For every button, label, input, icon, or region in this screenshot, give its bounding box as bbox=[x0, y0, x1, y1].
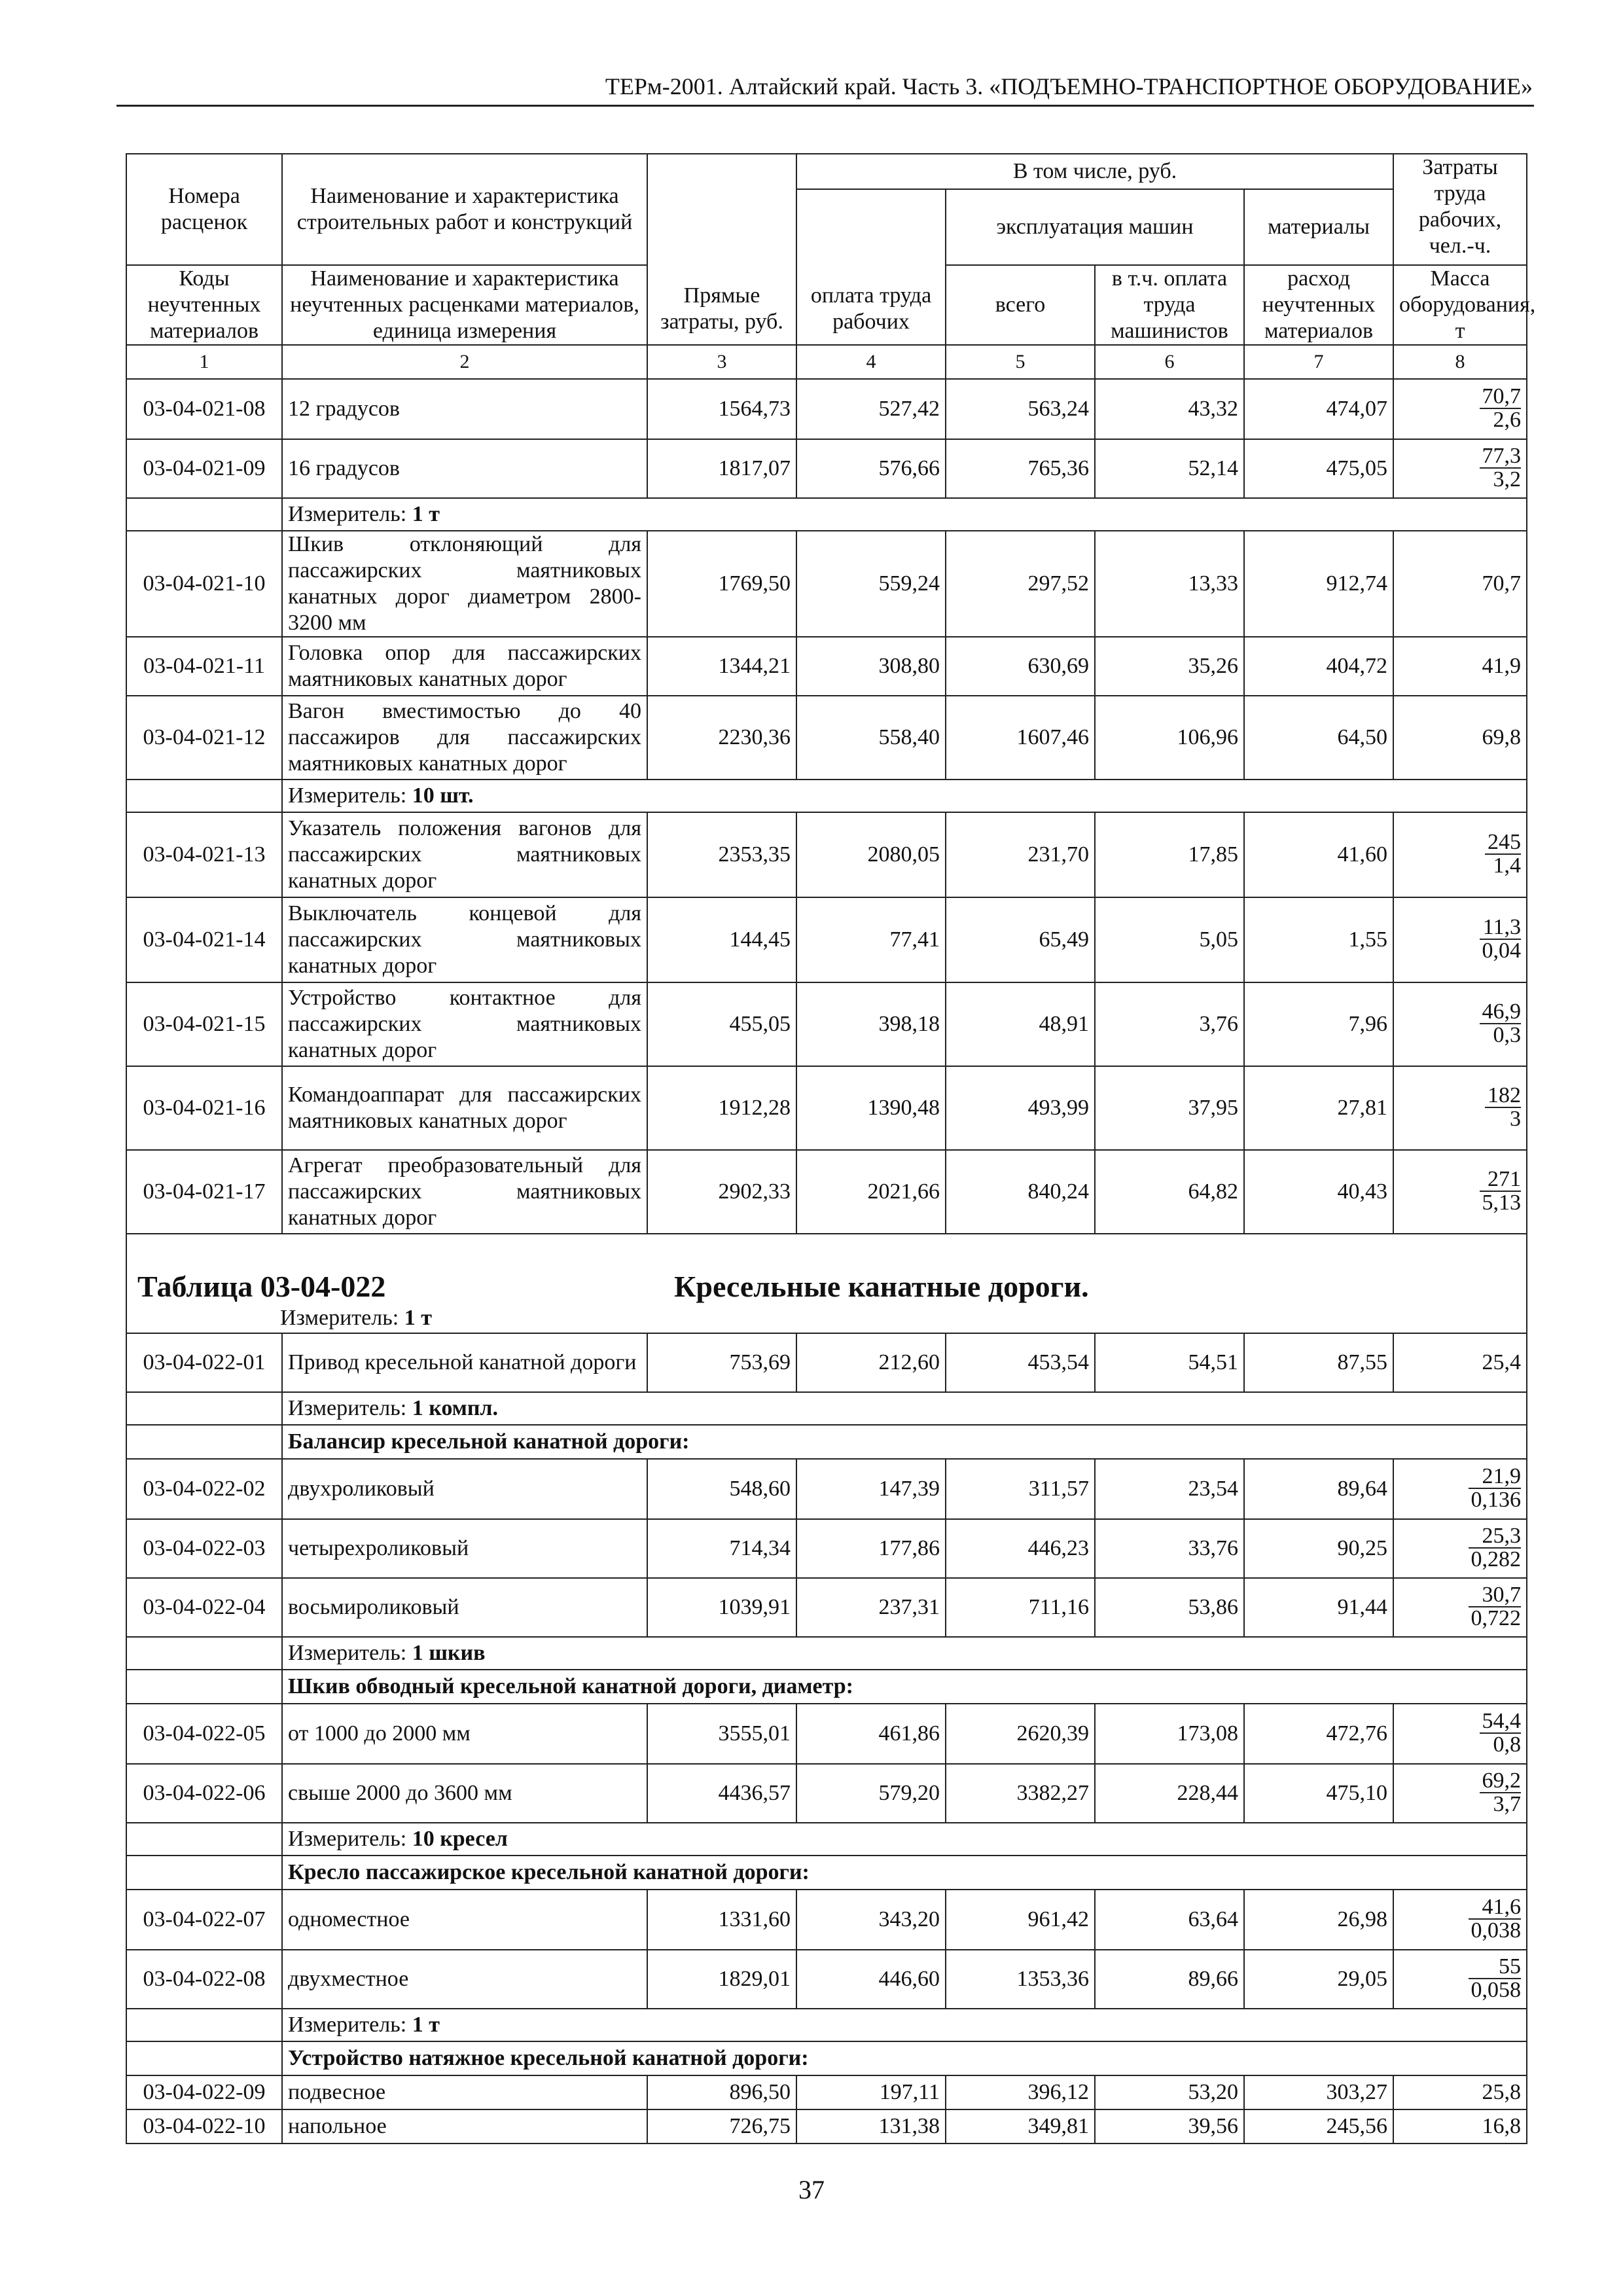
group-row bbox=[126, 1425, 1527, 1459]
labor-costs: 77,3 bbox=[1480, 445, 1522, 469]
worker-pay: 308,80 bbox=[796, 637, 946, 696]
measure-row bbox=[126, 498, 1527, 531]
measure-row bbox=[126, 1637, 1527, 1670]
worker-pay: 461,86 bbox=[796, 1704, 946, 1764]
operator-pay: 53,20 bbox=[1095, 2075, 1244, 2109]
rate-name: Привод кресельной канатной дороги bbox=[282, 1333, 647, 1392]
header-unaccounted-materials: расход неучтенных материалов bbox=[1244, 265, 1393, 345]
labor-mass bbox=[1393, 1764, 1527, 1823]
table-row bbox=[126, 1950, 1527, 2009]
direct-costs: 753,69 bbox=[647, 1333, 796, 1392]
blank-cell bbox=[126, 1425, 282, 1459]
group-label: Балансир кресельной канатной дороги: bbox=[282, 1425, 1527, 1459]
measure-label: Измеритель: 1 т bbox=[280, 1306, 432, 1330]
header-rule bbox=[116, 105, 1534, 107]
materials: 89,64 bbox=[1244, 1459, 1393, 1519]
labor-costs: 182 bbox=[1485, 1085, 1521, 1108]
materials: 303,27 bbox=[1244, 2075, 1393, 2109]
equipment-mass: 0,8 bbox=[1493, 1732, 1521, 1757]
blank-cell bbox=[126, 780, 282, 812]
operator-pay: 173,08 bbox=[1095, 1704, 1244, 1764]
rate-name: Выключатель концевой для пассажирских маятниковых канатных дорог bbox=[282, 897, 647, 982]
header-direct-costs: Прямые затраты, руб. bbox=[647, 154, 796, 345]
operator-pay: 33,76 bbox=[1095, 1519, 1244, 1578]
table-number: Таблица 03-04-022 bbox=[137, 1270, 386, 1303]
materials: 1,55 bbox=[1244, 897, 1393, 982]
labor-costs: 25,3 bbox=[1469, 1525, 1522, 1549]
col-number: 3 bbox=[647, 345, 796, 379]
table-row bbox=[126, 1519, 1527, 1578]
labor-costs: 16,8 bbox=[1393, 2109, 1527, 2144]
labor-costs: 54,4 bbox=[1480, 1710, 1522, 1734]
rate-code: 03-04-022-02 bbox=[126, 1459, 282, 1519]
equipment-mass: 2,6 bbox=[1493, 407, 1521, 432]
table-row bbox=[126, 1764, 1527, 1823]
header-machine-operation: эксплуатация машин bbox=[946, 189, 1244, 265]
rate-name: Командоаппарат для пассажирских маятниковых канатных дорог bbox=[282, 1066, 647, 1150]
materials: 41,60 bbox=[1244, 812, 1393, 897]
rate-name: четырехроликовый bbox=[282, 1519, 647, 1578]
measure-row bbox=[126, 780, 1527, 812]
machine-total: 840,24 bbox=[946, 1150, 1095, 1234]
labor-costs: 55 bbox=[1469, 1956, 1522, 1979]
machine-total: 493,99 bbox=[946, 1066, 1095, 1150]
operator-pay: 13,33 bbox=[1095, 531, 1244, 637]
table-row bbox=[126, 696, 1527, 780]
header-including: В том числе, руб. bbox=[796, 154, 1393, 189]
table-row bbox=[126, 982, 1527, 1066]
materials: 245,56 bbox=[1244, 2109, 1393, 2144]
machine-total: 65,49 bbox=[946, 897, 1095, 982]
rate-code: 03-04-021-15 bbox=[126, 982, 282, 1066]
equipment-mass: 0,722 bbox=[1471, 1605, 1521, 1630]
worker-pay: 576,66 bbox=[796, 439, 946, 498]
operator-pay: 228,44 bbox=[1095, 1764, 1244, 1823]
table-title bbox=[127, 1242, 1526, 1305]
rate-code: 03-04-021-12 bbox=[126, 696, 282, 780]
direct-costs: 2230,36 bbox=[647, 696, 796, 780]
header-worker-pay: оплата труда рабочих bbox=[796, 189, 946, 345]
labor-mass bbox=[1393, 1950, 1527, 2009]
header-material-codes: Коды неучтенных материалов bbox=[126, 265, 282, 345]
materials: 475,05 bbox=[1244, 439, 1393, 498]
labor-costs: 245 bbox=[1485, 831, 1521, 855]
table-row bbox=[126, 897, 1527, 982]
labor-mass bbox=[1393, 439, 1527, 498]
operator-pay: 35,26 bbox=[1095, 637, 1244, 696]
labor-mass bbox=[1393, 1890, 1527, 1950]
header-work-name: Наименование и характеристика строительных работ и конструкций bbox=[282, 154, 647, 265]
worker-pay: 177,86 bbox=[796, 1519, 946, 1578]
direct-costs: 714,34 bbox=[647, 1519, 796, 1578]
labor-costs: 41,9 bbox=[1393, 637, 1527, 696]
labor-mass bbox=[1393, 1704, 1527, 1764]
materials: 472,76 bbox=[1244, 1704, 1393, 1764]
labor-costs: 70,7 bbox=[1480, 386, 1522, 409]
measure-label: Измеритель: 1 т bbox=[282, 498, 1527, 531]
worker-pay: 2080,05 bbox=[796, 812, 946, 897]
operator-pay: 54,51 bbox=[1095, 1333, 1244, 1392]
header-rate-numbers: Номера расценок bbox=[126, 154, 282, 265]
materials: 64,50 bbox=[1244, 696, 1393, 780]
col-number: 6 bbox=[1095, 345, 1244, 379]
group-row bbox=[126, 1670, 1527, 1704]
blank-cell bbox=[126, 1856, 282, 1890]
machine-total: 711,16 bbox=[946, 1578, 1095, 1637]
worker-pay: 1390,48 bbox=[796, 1066, 946, 1150]
equipment-mass: 0,058 bbox=[1471, 1977, 1521, 2002]
rate-name: Указатель положения вагонов для пассажирских маятниковых канатных дорог bbox=[282, 812, 647, 897]
labor-mass bbox=[1393, 1150, 1527, 1234]
table-title-row bbox=[126, 1234, 1527, 1333]
rate-code: 03-04-022-08 bbox=[126, 1950, 282, 2009]
equipment-mass: 5,13 bbox=[1482, 1190, 1521, 1215]
worker-pay: 147,39 bbox=[796, 1459, 946, 1519]
operator-pay: 43,32 bbox=[1095, 379, 1244, 439]
materials: 40,43 bbox=[1244, 1150, 1393, 1234]
direct-costs: 1564,73 bbox=[647, 379, 796, 439]
rate-name: подвесное bbox=[282, 2075, 647, 2109]
operator-pay: 106,96 bbox=[1095, 696, 1244, 780]
direct-costs: 1344,21 bbox=[647, 637, 796, 696]
direct-costs: 548,60 bbox=[647, 1459, 796, 1519]
worker-pay: 212,60 bbox=[796, 1333, 946, 1392]
machine-total: 396,12 bbox=[946, 2075, 1095, 2109]
column-numbers-row bbox=[126, 345, 1527, 379]
worker-pay: 343,20 bbox=[796, 1890, 946, 1950]
rate-code: 03-04-022-03 bbox=[126, 1519, 282, 1578]
group-label: Устройство натяжное кресельной канатной дороги: bbox=[282, 2041, 1527, 2075]
operator-pay: 89,66 bbox=[1095, 1950, 1244, 2009]
worker-pay: 446,60 bbox=[796, 1950, 946, 2009]
direct-costs: 1829,01 bbox=[647, 1950, 796, 2009]
operator-pay: 23,54 bbox=[1095, 1459, 1244, 1519]
col-number: 8 bbox=[1393, 345, 1527, 379]
measure-row bbox=[126, 1823, 1527, 1856]
machine-total: 453,54 bbox=[946, 1333, 1095, 1392]
operator-pay: 64,82 bbox=[1095, 1150, 1244, 1234]
labor-costs: 69,8 bbox=[1393, 696, 1527, 780]
measure-row bbox=[126, 1392, 1527, 1425]
measure-label: Измеритель: 1 т bbox=[282, 2009, 1527, 2041]
rate-code: 03-04-021-13 bbox=[126, 812, 282, 897]
machine-total: 48,91 bbox=[946, 982, 1095, 1066]
rate-code: 03-04-021-14 bbox=[126, 897, 282, 982]
rate-code: 03-04-022-06 bbox=[126, 1764, 282, 1823]
rate-code: 03-04-021-10 bbox=[126, 531, 282, 637]
labor-mass bbox=[1393, 1459, 1527, 1519]
materials: 87,55 bbox=[1244, 1333, 1393, 1392]
labor-costs: 41,6 bbox=[1469, 1896, 1522, 1920]
group-label: Шкив обводный кресельной канатной дороги, диаметр: bbox=[282, 1670, 1527, 1704]
rate-name: Шкив отклоняющий для пассажирских маятниковых канатных дорог диаметром 2800-3200 мм bbox=[282, 531, 647, 637]
rate-name: Агрегат преобразовательный для пассажирских маятниковых канатных дорог bbox=[282, 1150, 647, 1234]
table-row bbox=[126, 1150, 1527, 1234]
blank-cell bbox=[126, 2009, 282, 2041]
header-row-1 bbox=[126, 154, 1527, 189]
rate-name: Головка опор для пассажирских маятниковых канатных дорог bbox=[282, 637, 647, 696]
rate-name: 16 градусов bbox=[282, 439, 647, 498]
equipment-mass: 0,038 bbox=[1471, 1918, 1521, 1943]
measure-row bbox=[126, 2009, 1527, 2041]
operator-pay: 3,76 bbox=[1095, 982, 1244, 1066]
blank-cell bbox=[126, 498, 282, 531]
rate-name: одноместное bbox=[282, 1890, 647, 1950]
table-row bbox=[126, 531, 1527, 637]
rate-code: 03-04-021-17 bbox=[126, 1150, 282, 1234]
labor-costs: 271 bbox=[1480, 1168, 1522, 1192]
measure-label: Измеритель: 10 кресел bbox=[282, 1823, 1527, 1856]
direct-costs: 455,05 bbox=[647, 982, 796, 1066]
machine-total: 311,57 bbox=[946, 1459, 1095, 1519]
labor-mass bbox=[1393, 379, 1527, 439]
header-material-names: Наименование и характеристика неучтенных расценками материалов, единица измерения bbox=[282, 265, 647, 345]
table-row bbox=[126, 812, 1527, 897]
rate-name: от 1000 до 2000 мм bbox=[282, 1704, 647, 1764]
blank-cell bbox=[126, 1637, 282, 1670]
rate-code: 03-04-021-08 bbox=[126, 379, 282, 439]
machine-total: 563,24 bbox=[946, 379, 1095, 439]
table-title-cell bbox=[126, 1234, 1527, 1333]
table-row bbox=[126, 1578, 1527, 1637]
table-row bbox=[126, 379, 1527, 439]
rate-code: 03-04-022-01 bbox=[126, 1333, 282, 1392]
header-equipment-mass: Масса оборудования, т bbox=[1393, 265, 1527, 345]
rate-code: 03-04-021-09 bbox=[126, 439, 282, 498]
table-row bbox=[126, 637, 1527, 696]
blank-cell bbox=[126, 1670, 282, 1704]
operator-pay: 5,05 bbox=[1095, 897, 1244, 982]
machine-total: 765,36 bbox=[946, 439, 1095, 498]
col-number: 4 bbox=[796, 345, 946, 379]
labor-costs: 46,9 bbox=[1480, 1001, 1522, 1024]
operator-pay: 53,86 bbox=[1095, 1578, 1244, 1637]
rate-code: 03-04-022-05 bbox=[126, 1704, 282, 1764]
table-name: Кресельные канатные дороги. bbox=[674, 1270, 1089, 1303]
table-row bbox=[126, 439, 1527, 498]
worker-pay: 527,42 bbox=[796, 379, 946, 439]
labor-mass bbox=[1393, 897, 1527, 982]
rate-code: 03-04-022-10 bbox=[126, 2109, 282, 2144]
operator-pay: 63,64 bbox=[1095, 1890, 1244, 1950]
materials: 91,44 bbox=[1244, 1578, 1393, 1637]
col-number: 7 bbox=[1244, 345, 1393, 379]
direct-costs: 1331,60 bbox=[647, 1890, 796, 1950]
worker-pay: 2021,66 bbox=[796, 1150, 946, 1234]
direct-costs: 144,45 bbox=[647, 897, 796, 982]
worker-pay: 77,41 bbox=[796, 897, 946, 982]
machine-total: 349,81 bbox=[946, 2109, 1095, 2144]
labor-costs: 70,7 bbox=[1393, 531, 1527, 637]
machine-total: 630,69 bbox=[946, 637, 1095, 696]
rate-code: 03-04-022-07 bbox=[126, 1890, 282, 1950]
machine-total: 297,52 bbox=[946, 531, 1095, 637]
direct-costs: 4436,57 bbox=[647, 1764, 796, 1823]
rate-name: двухместное bbox=[282, 1950, 647, 2009]
blank-cell bbox=[126, 2041, 282, 2075]
rate-name: Устройство контактное для пассажирских маятниковых канатных дорог bbox=[282, 982, 647, 1066]
machine-total: 1353,36 bbox=[946, 1950, 1095, 2009]
rate-name: восьмироликовый bbox=[282, 1578, 647, 1637]
table-row bbox=[126, 2075, 1527, 2109]
table-row bbox=[126, 1066, 1527, 1150]
group-label: Кресло пассажирское кресельной канатной дороги: bbox=[282, 1856, 1527, 1890]
equipment-mass: 1,4 bbox=[1493, 853, 1521, 878]
machine-total: 231,70 bbox=[946, 812, 1095, 897]
labor-mass bbox=[1393, 812, 1527, 897]
table-row bbox=[126, 1890, 1527, 1950]
rate-name: свыше 2000 до 3600 мм bbox=[282, 1764, 647, 1823]
direct-costs: 1912,28 bbox=[647, 1066, 796, 1150]
worker-pay: 197,11 bbox=[796, 2075, 946, 2109]
labor-costs: 69,2 bbox=[1480, 1770, 1522, 1793]
labor-mass bbox=[1393, 1578, 1527, 1637]
labor-mass bbox=[1393, 1066, 1527, 1150]
rate-code: 03-04-021-16 bbox=[126, 1066, 282, 1150]
materials: 475,10 bbox=[1244, 1764, 1393, 1823]
measure-label: Измеритель: 1 шкив bbox=[282, 1637, 1527, 1670]
worker-pay: 131,38 bbox=[796, 2109, 946, 2144]
labor-mass bbox=[1393, 982, 1527, 1066]
col-number: 2 bbox=[282, 345, 647, 379]
machine-total: 961,42 bbox=[946, 1890, 1095, 1950]
rate-name: двухроликовый bbox=[282, 1459, 647, 1519]
header-labor-costs: Затраты труда рабочих, чел.-ч. bbox=[1393, 154, 1527, 265]
materials: 7,96 bbox=[1244, 982, 1393, 1066]
machine-total: 446,23 bbox=[946, 1519, 1095, 1578]
direct-costs: 726,75 bbox=[647, 2109, 796, 2144]
measure-label: Измеритель: 1 компл. bbox=[282, 1392, 1527, 1425]
rate-name: Вагон вместимостью до 40 пассажиров для пассажирских маятниковых канатных дорог bbox=[282, 696, 647, 780]
worker-pay: 398,18 bbox=[796, 982, 946, 1066]
table-row bbox=[126, 1704, 1527, 1764]
worker-pay: 558,40 bbox=[796, 696, 946, 780]
page-header: ТЕРм-2001. Алтайский край. Часть 3. «ПОДЪЕМНО-ТРАНСПОРТНОЕ ОБОРУДОВАНИЕ» bbox=[605, 73, 1533, 99]
group-row bbox=[126, 2041, 1527, 2075]
rate-name: 12 градусов bbox=[282, 379, 647, 439]
materials: 29,05 bbox=[1244, 1950, 1393, 2009]
direct-costs: 2902,33 bbox=[647, 1150, 796, 1234]
rate-code: 03-04-022-09 bbox=[126, 2075, 282, 2109]
group-row bbox=[126, 1856, 1527, 1890]
labor-costs: 30,7 bbox=[1469, 1584, 1522, 1607]
header-materials: материалы bbox=[1244, 189, 1393, 265]
materials: 404,72 bbox=[1244, 637, 1393, 696]
materials: 90,25 bbox=[1244, 1519, 1393, 1578]
blank-cell bbox=[126, 1823, 282, 1856]
direct-costs: 2353,35 bbox=[647, 812, 796, 897]
materials: 912,74 bbox=[1244, 531, 1393, 637]
direct-costs: 1769,50 bbox=[647, 531, 796, 637]
rate-name: напольное bbox=[282, 2109, 647, 2144]
page-number: 37 bbox=[798, 2175, 825, 2204]
worker-pay: 237,31 bbox=[796, 1578, 946, 1637]
equipment-mass: 3 bbox=[1510, 1106, 1521, 1131]
table-row bbox=[126, 2109, 1527, 2144]
labor-costs: 21,9 bbox=[1469, 1465, 1522, 1489]
machine-total: 1607,46 bbox=[946, 696, 1095, 780]
operator-pay: 37,95 bbox=[1095, 1066, 1244, 1150]
direct-costs: 3555,01 bbox=[647, 1704, 796, 1764]
machine-total: 2620,39 bbox=[946, 1704, 1095, 1764]
materials: 474,07 bbox=[1244, 379, 1393, 439]
worker-pay: 579,20 bbox=[796, 1764, 946, 1823]
direct-costs: 1039,91 bbox=[647, 1578, 796, 1637]
equipment-mass: 3,2 bbox=[1493, 467, 1521, 492]
equipment-mass: 0,04 bbox=[1482, 938, 1521, 963]
blank-cell bbox=[126, 1392, 282, 1425]
materials: 27,81 bbox=[1244, 1066, 1393, 1150]
operator-pay: 39,56 bbox=[1095, 2109, 1244, 2144]
operator-pay: 52,14 bbox=[1095, 439, 1244, 498]
measure-label: Измеритель: 10 шт. bbox=[282, 780, 1527, 812]
equipment-mass: 0,282 bbox=[1471, 1547, 1521, 1571]
labor-costs: 25,8 bbox=[1393, 2075, 1527, 2109]
rate-code: 03-04-022-04 bbox=[126, 1578, 282, 1637]
direct-costs: 1817,07 bbox=[647, 439, 796, 498]
rates-table bbox=[126, 153, 1536, 2144]
table-row bbox=[126, 1459, 1527, 1519]
operator-pay: 17,85 bbox=[1095, 812, 1244, 897]
worker-pay: 559,24 bbox=[796, 531, 946, 637]
materials: 26,98 bbox=[1244, 1890, 1393, 1950]
labor-costs: 25,4 bbox=[1393, 1333, 1527, 1392]
header-operator-pay: в т.ч. оплата труда машинистов bbox=[1095, 265, 1244, 345]
col-number: 1 bbox=[126, 345, 282, 379]
rate-code: 03-04-021-11 bbox=[126, 637, 282, 696]
equipment-mass: 3,7 bbox=[1493, 1791, 1521, 1816]
equipment-mass: 0,136 bbox=[1471, 1487, 1521, 1512]
labor-costs: 11,3 bbox=[1480, 916, 1522, 940]
labor-mass bbox=[1393, 1519, 1527, 1578]
col-number: 5 bbox=[946, 345, 1095, 379]
table-row bbox=[126, 1333, 1527, 1392]
header-total: всего bbox=[946, 265, 1095, 345]
equipment-mass: 0,3 bbox=[1493, 1022, 1521, 1047]
direct-costs: 896,50 bbox=[647, 2075, 796, 2109]
machine-total: 3382,27 bbox=[946, 1764, 1095, 1823]
